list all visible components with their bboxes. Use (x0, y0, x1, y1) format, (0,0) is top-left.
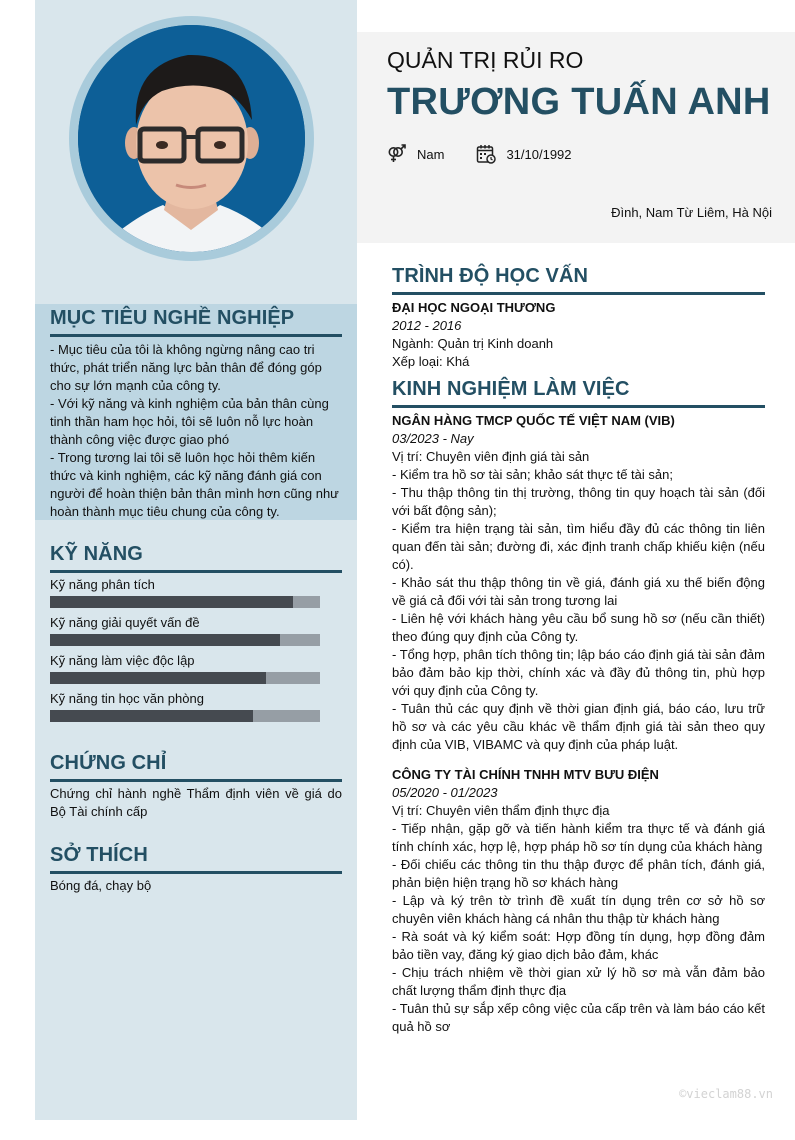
skills-title: KỸ NĂNG (50, 542, 342, 573)
job-duty: - Tuân thủ sự sắp xếp công việc của cấp trên và làm báo cáo kết quả hồ sơ (392, 1001, 765, 1034)
company-name: NGÂN HÀNG TMCP QUỐC TẾ VIỆT NAM (VIB) (392, 413, 675, 428)
job-entry (392, 766, 765, 1036)
gender-value: Nam (417, 146, 445, 162)
profile-photo-icon (78, 25, 305, 252)
education-title: TRÌNH ĐỘ HỌC VẤN (392, 264, 765, 295)
full-name: TRƯƠNG TUẤN ANH (387, 81, 771, 123)
job-duty: - Tuân thủ các quy định về thời gian định giá, báo cáo, lưu trữ hồ sơ và các yêu cầu khác về thẩm định giá tài sản theo quy định của VIB, VIBAMC và quy định của pháp luật. (392, 701, 765, 752)
watermark: ©vieclam88.vn (679, 1087, 773, 1101)
skill-label: Kỹ năng giải quyết vấn đề (50, 615, 200, 630)
objective-line: - Mục tiêu của tôi là không ngừng nâng cao tri thức, phát triển năng lực bản thân để đóng góp cho sự lớn mạnh của công ty. (50, 342, 322, 393)
certificates-section (50, 751, 342, 821)
skill-fill (50, 596, 293, 608)
personal-info-row (387, 144, 604, 164)
education-grade: Xếp loại: Khá (392, 354, 470, 369)
job-position: Vị trí: Chuyên viên thẩm định thực địa (392, 803, 610, 818)
job-duty: - Đối chiếu các thông tin thu thập được để phân tích, đánh giá, phản biện hiện trạng hồ sơ khách hàng (392, 857, 765, 890)
skill-bar (50, 596, 320, 608)
header-panel (357, 32, 795, 243)
calendar-icon (476, 144, 496, 164)
job-duty: - Thu thập thông tin thị trường, thông tin quy hoạch tài sản (đối với bất động sản); (392, 485, 765, 518)
objective-line: - Trong tương lai tôi sẽ luôn học hỏi thêm kiến thức và kinh nghiệm, các kỹ năng đánh giá con người để hoàn thiện bản thân mình hơn cũng như hoàn thành mục tiêu chung của công ty. (50, 450, 339, 519)
education-section (392, 264, 765, 371)
skill-label: Kỹ năng tin học văn phòng (50, 691, 204, 706)
skill-fill (50, 710, 253, 722)
job-title: QUẢN TRỊ RỦI RO (387, 47, 584, 73)
skill-bar (50, 634, 320, 646)
skill-label: Kỹ năng phân tích (50, 577, 155, 592)
skill-fill (50, 634, 280, 646)
job-duty: - Liên hệ với khách hàng yêu cầu bổ sung hồ sơ (nếu cần thiết) theo đúng quy định của Công ty. (392, 611, 765, 644)
gender-icon (387, 144, 407, 164)
job-period: 05/2020 - 01/2023 (392, 785, 498, 800)
hobbies-text: Bóng đá, chạy bộ (50, 878, 152, 893)
job-duty: - Kiểm tra hồ sơ tài sản; khảo sát thực tế tài sản; (392, 467, 673, 482)
objective-section (50, 306, 342, 521)
skill-fill (50, 672, 266, 684)
skill-bar (50, 672, 320, 684)
objective-line: - Với kỹ năng và kinh nghiệm của bản thân cùng tinh thần ham học hỏi, tôi sẽ luôn nỗ lực hoàn thành công việc được giao phó (50, 396, 329, 447)
school-name: ĐẠI HỌC NGOẠI THƯƠNG (392, 300, 556, 315)
job-duty: - Tiếp nhận, gặp gỡ và tiến hành kiểm tra thực tế và đánh giá tính chính xác, hợp lệ, hợp pháp hồ sơ tín dụng của khách hàng (392, 821, 765, 854)
main-content (392, 264, 765, 1038)
job-period: 03/2023 - Nay (392, 431, 474, 446)
skills-section (50, 542, 342, 728)
job-duty: - Lập và ký trên tờ trình đề xuất tín dụng trên cơ sở hồ sơ chuyên viên khách hàng cá nhân thu thập từ khách hàng (392, 893, 765, 926)
hobbies-title: SỞ THÍCH (50, 843, 342, 874)
job-duty: - Tổng hợp, phân tích thông tin; lập báo cáo định giá tài sản đảm bảo đảm bảo kịp thời, chính xác và đầy đủ thông tin, phù hợp với quy định của Công ty. (392, 647, 765, 698)
certificates-title: CHỨNG CHỈ (50, 751, 342, 782)
certificates-text: Chứng chỉ hành nghề Thẩm định viên về giá do Bộ Tài chính cấp (50, 786, 342, 819)
education-period: 2012 - 2016 (392, 318, 462, 333)
company-name: CÔNG TY TÀI CHÍNH TNHH MTV BƯU ĐIỆN (392, 767, 659, 782)
avatar (78, 25, 305, 252)
objective-title: MỤC TIÊU NGHỀ NGHIỆP (50, 306, 342, 337)
hobbies-section (50, 843, 342, 895)
job-duty: - Chịu trách nhiệm về thời gian xử lý hồ sơ mà vẫn đảm bảo chất lượng thẩm định thực địa (392, 965, 765, 998)
job-position: Vị trí: Chuyên viên định giá tài sản (392, 449, 590, 464)
experience-title: KINH NGHIỆM LÀM VIỆC (392, 377, 765, 408)
education-major: Ngành: Quản trị Kinh doanh (392, 336, 554, 351)
address: Đình, Nam Từ Liêm, Hà Nội (611, 205, 772, 220)
job-entry (392, 412, 765, 754)
birthday-value: 31/10/1992 (506, 146, 572, 162)
avatar-ring (69, 16, 314, 261)
experience-section (392, 377, 765, 1036)
sidebar (35, 0, 357, 1120)
skill-label: Kỹ năng làm việc độc lập (50, 653, 195, 668)
skill-bar (50, 710, 320, 722)
job-duty: - Rà soát và ký kiểm soát: Hợp đồng tín dụng, hợp đồng đảm bảo tiền vay, đăng ký giao dịch bảo đảm, khác (392, 929, 765, 962)
job-duty: - Kiểm tra hiện trạng tài sản, tìm hiểu đầy đủ các thông tin liên quan đến tài sản; đường đi, xác định tranh chấp khiếu kiện (nếu có). (392, 521, 765, 572)
job-duty: - Khảo sát thu thập thông tin về giá, đánh giá xu thế biến động về giá cả đối với tài sản trong tương lai (392, 575, 765, 608)
